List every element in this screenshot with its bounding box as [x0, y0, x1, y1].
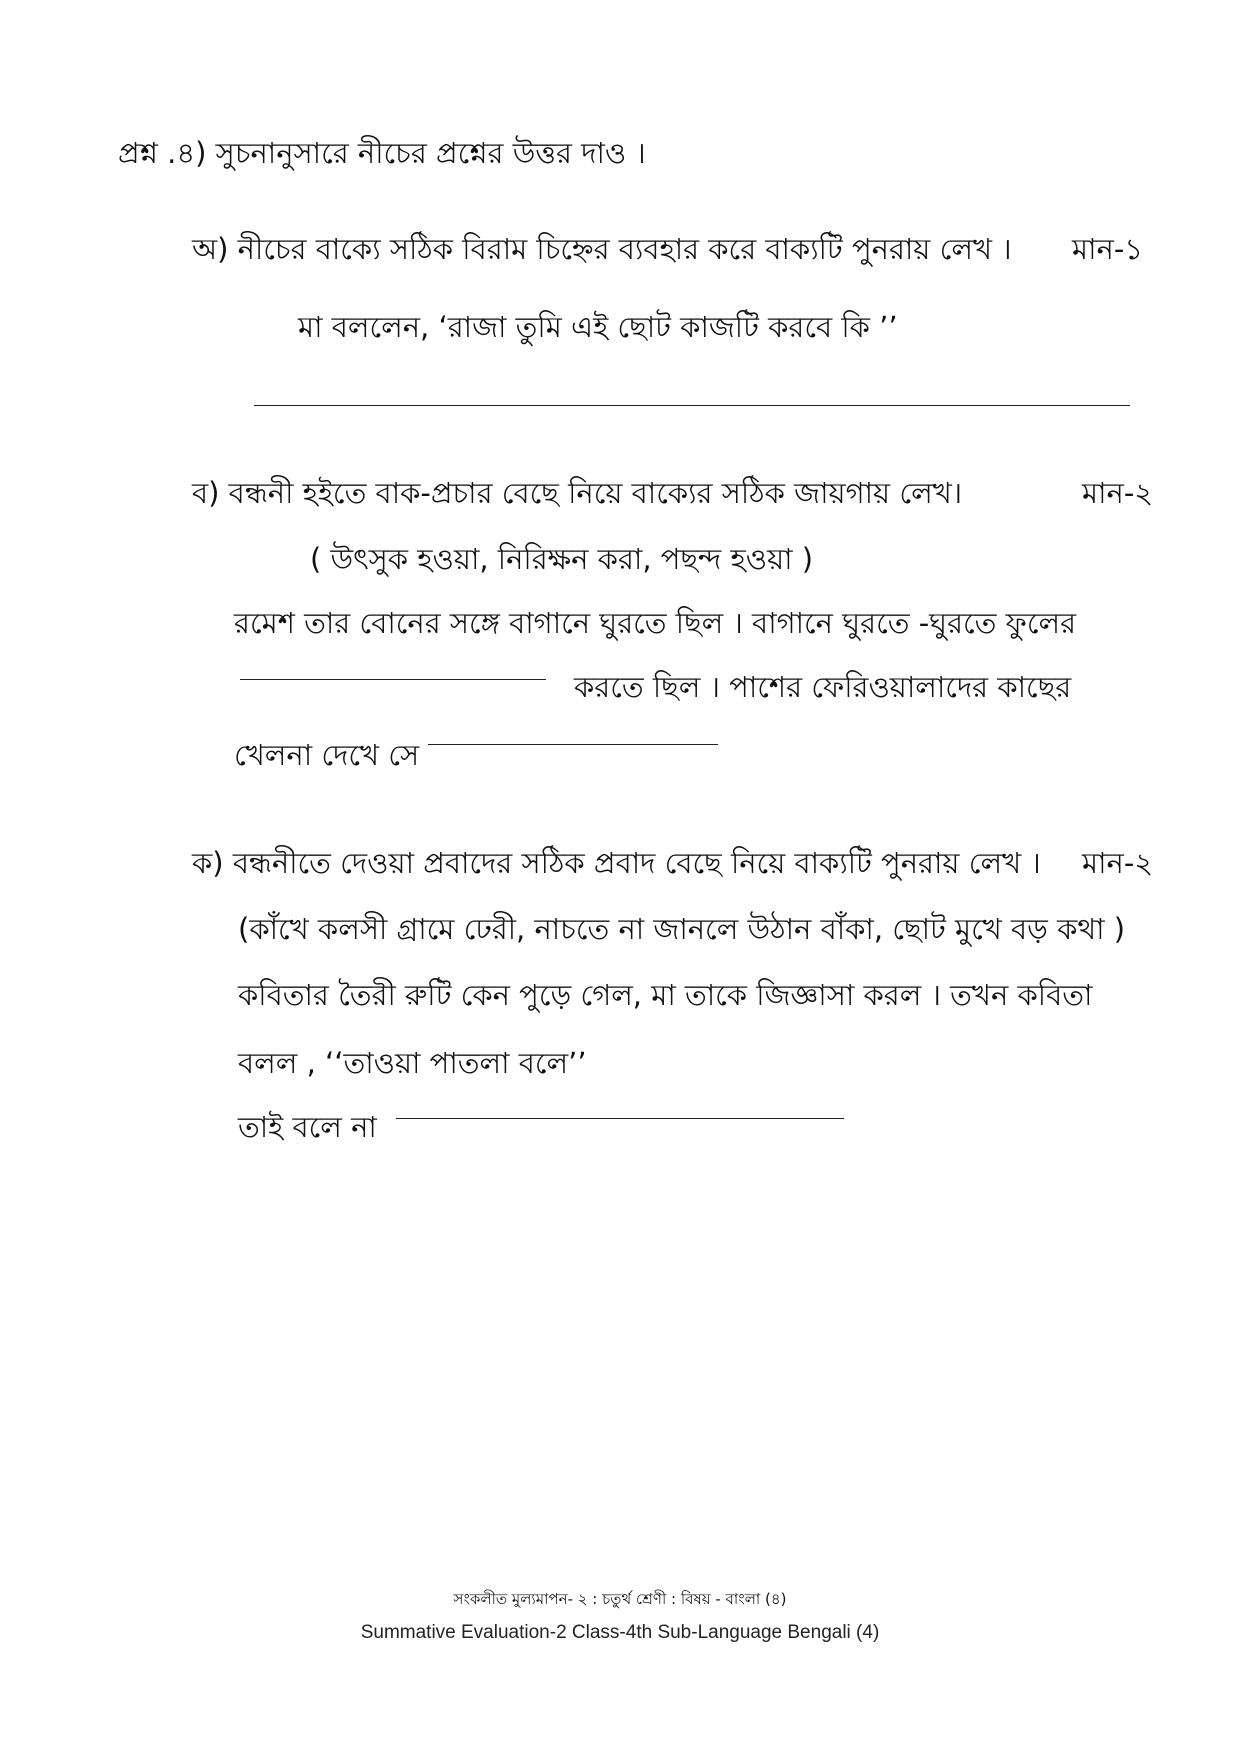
part-b-line-3: খেলনা দেখে সে [234, 738, 420, 772]
part-c-instruction: ক) বন্ধনীতে দেওয়া প্রবাদের সঠিক প্রবাদ বেছে নিয়ে বাক্যটি পুনরায় লেখ । [192, 846, 1041, 880]
part-c-options: (কাঁখে কলসী গ্রামে ঢেরী, নাচতে না জানলে উঠান বাঁকা, ছোট মুখে বড় কথা ) [238, 912, 1126, 946]
part-b-blank-1[interactable] [240, 679, 546, 680]
part-c-blank[interactable] [396, 1118, 844, 1119]
part-c-marks: মান-২ [1082, 846, 1154, 880]
part-b-blank-2[interactable] [428, 744, 718, 745]
part-c-line-2: বলল , ‘‘তাওয়া পাতলা বলে’’ [238, 1046, 587, 1080]
part-c-line-1: কবিতার তৈরী রুটি কেন পুড়ে গেল, মা তাকে জিজ্ঞাসা করল । তখন কবিতা [238, 978, 1093, 1012]
part-a-sentence: মা বললেন, ‘রাজা তুমি এই ছোট কাজটি করবে কি ’’ [298, 310, 898, 344]
question-heading: প্রশ্ন .৪) সুচনানুসারে নীচের প্রশ্নের উত্তর দাও । [118, 136, 646, 170]
part-b-options: ( উৎসুক হওয়া, নিরিক্ষন করা, পছন্দ হওয়া ) [310, 542, 814, 576]
part-b-instruction: ব) বন্ধনী হইতে বাক-প্রচার বেছে নিয়ে বাক্যের সঠিক জায়গায় লেখ। [192, 476, 963, 510]
footer-bengali: সংকলীত মুল্যমাপন- ২ : চতুর্থ শ্রেণী : বিষয় - বাংলা (৪) [453, 1590, 787, 1608]
part-a-instruction: অ) নীচের বাক্যে সঠিক বিরাম চিহ্নের ব্যবহার করে বাক্যটি পুনরায় লেখ । [192, 232, 1012, 266]
part-b-line-2: করতে ছিল । পাশের ফেরিওয়ালাদের কাছের [574, 670, 1072, 704]
part-a-marks: মান-১ [1072, 232, 1144, 266]
part-a-answer-line[interactable] [254, 405, 1130, 406]
part-b-marks: মান-২ [1082, 476, 1154, 510]
part-c-line-3: তাই বলে না [238, 1110, 377, 1144]
part-b-line-1: রমেশ তার বোনের সঙ্গে বাগানে ঘুরতে ছিল । বাগানে ঘুরতে -ঘুরতে ফুলের [234, 606, 1077, 640]
footer-english: Summative Evaluation-2 Class-4th Sub-Language Bengali (4) [360, 1622, 880, 1643]
